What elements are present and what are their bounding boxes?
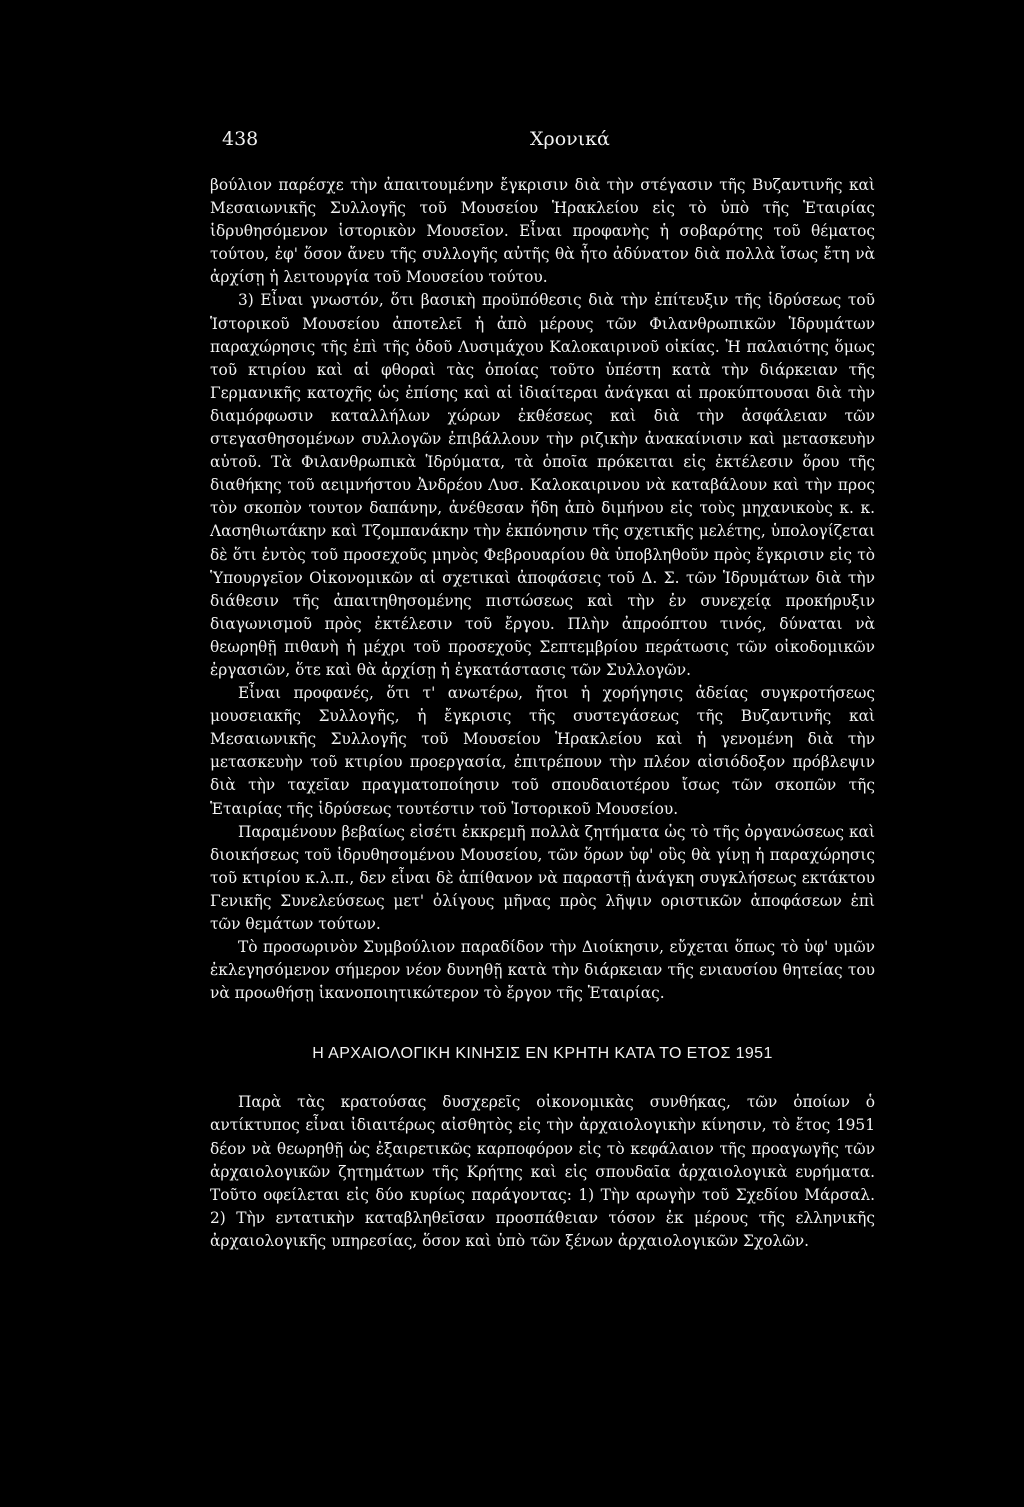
section-paragraph: Παρὰ τὰς κρατούσας δυσχερεῖς οἰκονομικὰς συνθήκας, τῶν ὁποίων ὁ αντίκτυπος εἶναι ἰδιαιτέρως αἰσθητὸς εἰς τὴν ἀρχαιολογικὴν κίνησιν, τὸ ἔτος 1951 δέον νὰ θεωρηθῇ ὡς ἐξαιρετικῶς καρποφόρον εἰς τὸ κεφάλαιον τῆς προαγωγῆς τῶν ἀρχαιολογικῶν ζητημάτων τῆς Κρήτης καὶ εἰς σπουδαῖα ἀρχαιολογικὰ ευρήματα. Τοῦτο οφείλεται εἰς δύο κυρίως παράγοντας: 1) Τὴν αρωγὴν τοῦ Σχεδίου Μάρσαλ. 2) Τὴν εντατικὴν καταβληθεῖσαν προσπάθειαν τόσον ἐκ μέρους τῆς ελληνικῆς ἀρχαιολογικῆς υπηρεσίας, ὅσον καὶ ὑπὸ τῶν ξένων ἀρχαιολογικῶν Σχολῶν.: [210, 1093, 875, 1250]
running-title: Χρονικά: [530, 128, 610, 150]
section-heading: Η ΑΡΧΑΙΟΛΟΓΙΚΗ ΚΙΝΗΣΙΣ ΕΝ ΚΡΗΤΗ ΚΑΤΑ ΤΟ ΕΤΟΣ 1951: [312, 1045, 773, 1063]
paragraph-closing: Τὸ προσωρινὸν Συμβούλιον παραδίδον τὴν Διοίκησιν, εὔχεται ὅπως τὸ ὑφ' υμῶν ἐκλεγησόμενον σήμερον νέον δυνηθῇ κατὰ τὴν διάρκειαν τῆς ενιαυσίου θητείας του νὰ προωθήσῃ ἱκανοποιητικώτερον τὸ ἔργον τῆς Ἑταιρίας.: [210, 938, 875, 1003]
page-number: 438: [222, 128, 259, 150]
paragraph-summary: Εἶναι προφανές, ὅτι τ' ανωτέρω, ἤτοι ἡ χορήγησις ἀδείας συγκροτήσεως μουσειακῆς Συλλογῆς, ἡ ἔγκρισις τῆς συστεγάσεως τῆς Βυζαντινῆς καὶ Μεσαιωνικῆς Συλλογῆς τοῦ Μουσείου Ἡρακλείου καὶ ἡ γενομένη διὰ τὴν μετασκευὴν τοῦ κτιρίου προεργασία, ἐπιτρέπουν τὴν πλέον αἰσιόδοξον πρόβλεψιν διὰ τὴν ταχεῖαν πραγματοποίησιν τοῦ σπουδαιοτέρου ἴσως τῶν σκοπῶν τῆς Ἑταιρίας τῆς ἱδρύσεως τουτέστιν τοῦ Ἱστορικοῦ Μουσείου.: [210, 684, 875, 818]
paragraph-pending-issues: Παραμένουν βεβαίως εἰσέτι ἐκκρεμῆ πολλὰ ζητήματα ὡς τὸ τῆς ὀργανώσεως καὶ διοικήσεως τοῦ ἱδρυθησομένου Μουσείου, τῶν ὅρων ὑφ' οὓς θὰ γίνῃ ἡ παραχώρησις τοῦ κτιρίου κ.λ.π., δεν εἶναι δὲ ἀπίθανον νὰ παραστῇ ἀνάγκη συγκλήσεως εκτάκτου Γενικῆς Συνελεύσεως μετ' ὀλίγους μῆνας πρὸς λῆψιν οριστικῶν ἀποφάσεων ἐπὶ τῶν θεμάτων τούτων.: [210, 822, 875, 933]
paragraph-continuation: βούλιον παρέσχε τὴν ἀπαιτουμένην ἔγκρισιν διὰ τὴν στέγασιν τῆς Βυζαντινῆς καὶ Μεσαιωνικῆς Συλλογῆς τοῦ Μουσείου Ἡρακλείου εἰς τὸ ὑπὸ τῆς Ἑταιρίας ἱδρυθησόμενον ἱστορικὸν Μουσεῖον. Εἶναι προφανὴς ἡ σοβαρότης τοῦ θέματος τούτου, ἐφ' ὅσον ἄνευ τῆς συλλογῆς αὐτῆς θὰ ἦτο ἀδύνατον διὰ πολλὰ ἴσως ἔτη νὰ ἀρχίσῃ ἡ λειτουργία τοῦ Μουσείου τούτου.: [210, 176, 875, 287]
paragraph-item-3: 3) Εἶναι γνωστόν, ὅτι βασικὴ προϋπόθεσις διὰ τὴν ἐπίτευξιν τῆς ἱδρύσεως τοῦ Ἱστορικοῦ Μουσείου ἀποτελεῖ ἡ ἀπὸ μέρους τῶν Φιλανθρωπικῶν Ἱδρυμάτων παραχώρησις τῆς ἐπὶ τῆς ὁδοῦ Λυσιμάχου Καλοκαιρινοῦ οἰκίας. Ἡ παλαιότης ὅμως τοῦ κτιρίου καὶ αἱ φθοραὶ τὰς ὁποίας τοῦτο ὑπέστη κατὰ τὴν διάρκειαν τῆς Γερμανικῆς κατοχῆς ὡς ἐπίσης καὶ αἱ ἰδιαίτεραι ἀνάγκαι αἱ προκύπτουσαι διὰ τὴν διαμόρφωσιν καταλλήλων χώρων ἐκθέσεως καὶ διὰ τὴν ἀσφάλειαν τῶν στεγασθησομένων συλλογῶν ἐπιβάλλουν τὴν ριζικὴν ἀνακαίνισιν καὶ μετασκευὴν αὐτοῦ. Τὰ Φιλανθρωπικὰ Ἱδρύματα, τὰ ὁποῖα πρόκειται εἰς ἐκτέλεσιν ὅρου τῆς διαθήκης τοῦ αειμνήστου Ἀνδρέου Λυσ. Καλοκαιρινου νὰ καταβάλουν καὶ τὴν προς τὸν σκοπὸν τουτον δαπάνην, ἀνέθεσαν ἤδη ἀπὸ διμήνου εἰς τοὺς μηχανικοὺς κ. κ. Λασηθιωτάκην καὶ Τζομπανάκην τὴν ἐκπόνησιν τῆς σχετικῆς μελέτης, ὑπολογίζεται δὲ ὅτι ἐντὸς τοῦ προσεχοῦς μηνὸς Φεβρουαρίου θὰ ὑποβληθοῦν πρὸς ἔγκρισιν εἰς τὸ Ὑπουργεῖον Οἰκονομικῶν αἱ σχετικαὶ ἀποφάσεις τοῦ Δ. Σ. τῶν Ἱδρυμάτων διὰ τὴν διάθεσιν τῆς ἀπαιτηθησομένης πιστώσεως καὶ τὴν ἐν συνεχείᾳ προκήρυξιν διαγωνισμοῦ πρὸς ἐκτέλεσιν τοῦ ἔργου. Πλὴν ἀπροόπτου τινός, δύναται νὰ θεωρηθῇ πιθανὴ ἡ μέχρι τοῦ προσεχοῦς Σεπτεμβρίου περάτωσις τῶν οἰκοδομικῶν ἐργασιῶν, ὅτε καὶ θὰ ἀρχίσῃ ἡ ἐγκατάστασις τῶν Συλλογῶν.: [210, 291, 875, 679]
page-header: [210, 122, 875, 162]
document-page: [210, 122, 875, 1253]
